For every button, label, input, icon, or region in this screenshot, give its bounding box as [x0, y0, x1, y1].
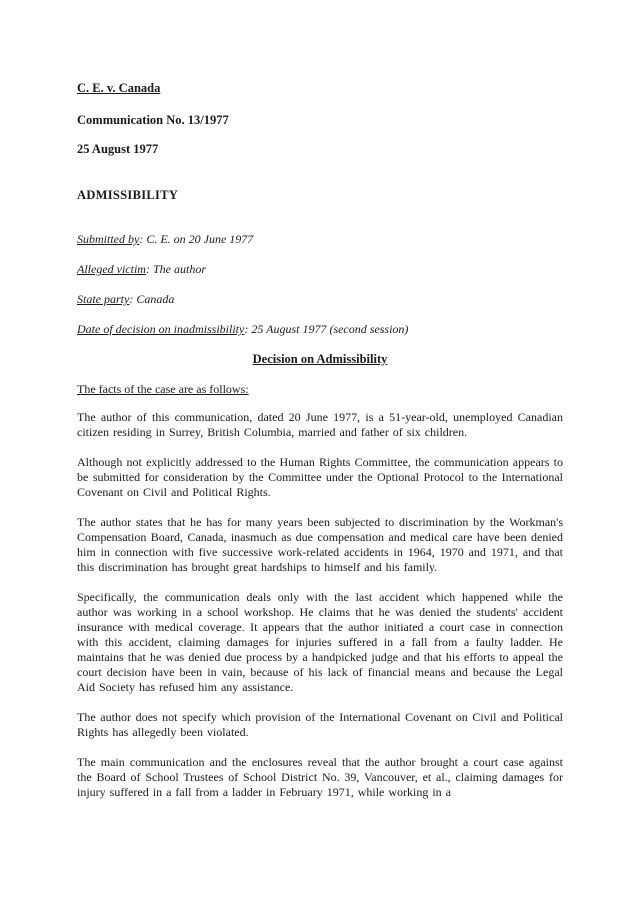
- case-title: C. E. v. Canada: [77, 81, 161, 95]
- meta-state-party-value: : Canada: [129, 292, 175, 306]
- paragraph-author-profile: The author of this communication, dated 20 June 1977, is a 51-year-old, unemployed Canadian citizen residing in Surrey, British Columbia, married and father of six children.: [77, 410, 563, 439]
- decision-heading: Decision on Admissibility: [252, 352, 388, 366]
- meta-decision-date-label: Date of decision on inadmissibility: [77, 322, 245, 336]
- paragraph-accident-details: Specifically, the communication deals only with the last accident which happened while the author was working in a school workshop. He claims that he was denied the students' accident insurance with medical coverage. It appears that the author initiated a court case in connection with this accident, claiming damages for injuries suffered in a fall from a faulty ladder. He maintains that he was denied due process by a handpicked judge and that his efforts to appeal the court decision have been in vain, because of his lack of financial means and because the Legal Aid Society has refused him any assistance.: [77, 590, 563, 694]
- admissibility-heading: ADMISSIBILITY: [77, 188, 179, 202]
- communication-number: Communication No. 13/1977: [77, 113, 229, 127]
- meta-state-party: [77, 293, 563, 306]
- meta-alleged-victim: [77, 263, 563, 276]
- meta-submitted-by-label: Submitted by: [77, 232, 140, 246]
- meta-state-party-label: State party: [77, 292, 130, 306]
- meta-submitted-by-value: : C. E. on 20 June 1977: [139, 232, 254, 246]
- meta-alleged-victim-label: Alleged victim: [77, 262, 146, 276]
- meta-submitted-by: [77, 233, 563, 246]
- paragraph-addressed-committee: Although not explicitly addressed to the Human Rights Committee, the communication appears to be submitted for consideration by the Committee under the Optional Protocol to the International Covenant on Civil and Political Rights.: [77, 455, 563, 499]
- meta-alleged-victim-value: : The author: [145, 262, 206, 276]
- paragraph-discrimination-claim: The author states that he has for many years been subjected to discrimination by the Workman's Compensation Board, Canada, inasmuch as due compensation and medical care have been denied him in connection with five successive work-related accidents in 1964, 1970 and 1971, and that this discrimination has brought great hardships to himself and his family.: [77, 515, 563, 574]
- paragraph-court-case: The main communication and the enclosures reveal that the author brought a court case against the Board of School Trustees of School District No. 39, Vancouver, et al., claiming damages for injury suffered in a fall from a ladder in February 1971, while working in a: [77, 755, 563, 799]
- paragraph-covenant-provision: The author does not specify which provision of the International Covenant on Civil and Political Rights has allegedly been violated.: [77, 710, 563, 739]
- document-date: 25 August 1977: [77, 142, 159, 156]
- meta-decision-date-value: : 25 August 1977 (second session): [244, 322, 409, 336]
- meta-decision-date: [77, 323, 563, 336]
- document-content: [77, 82, 563, 815]
- facts-heading: The facts of the case are as follows:: [77, 382, 249, 396]
